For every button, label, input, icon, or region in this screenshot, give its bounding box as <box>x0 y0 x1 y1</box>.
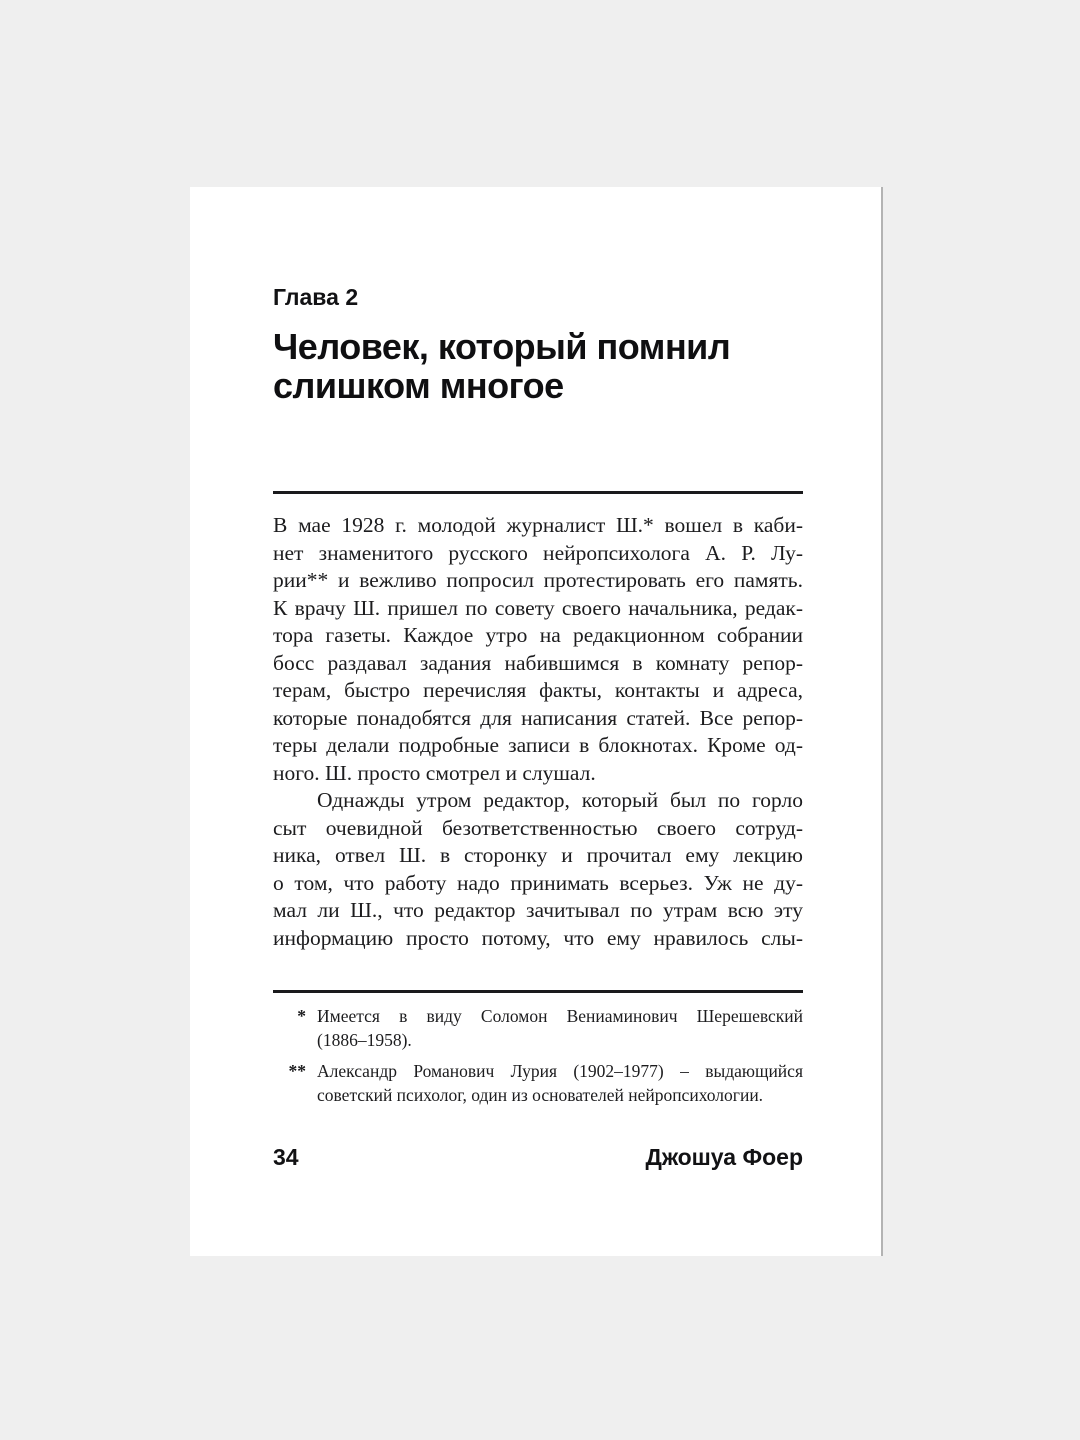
body-line: мал ли Ш., что редактор зачитывал по утрам всю эту <box>273 898 803 922</box>
body-line: тора газеты. Каждое утро на редакционном собрании <box>273 623 803 647</box>
page-number: 34 <box>273 1144 299 1170</box>
body-line: ника, отвел Ш. в сторонку и прочитал ему лекцию <box>273 843 803 867</box>
body-line: о том, что работу надо принимать всерьез. Уж не ду- <box>273 870 803 895</box>
chapter-title-line: Человек, который помнил <box>273 326 731 367</box>
footnote-line: Имеется в виду Соломон Вениаминович Шерешевский <box>317 1006 803 1026</box>
book-page <box>190 187 883 1256</box>
footnote-divider-rule <box>273 990 803 993</box>
footnote <box>273 1005 803 1052</box>
footnotes <box>273 1005 803 1107</box>
footnote-line: советский психолог, один из основателей нейропсихологии. <box>317 1084 764 1105</box>
body-line: теры делали подробные записи в блокнотах. Кроме од- <box>273 733 803 757</box>
chapter-title <box>273 327 803 405</box>
body-text <box>273 512 803 952</box>
footnote-marker: * <box>297 1006 306 1026</box>
body-line: информацию просто потому, что ему нравилось слы- <box>273 925 803 950</box>
body-line: терам, быстро перечисляя факты, контакты и адреса, <box>273 678 803 702</box>
body-line: сыт очевидной безответственностью своего сотруд- <box>273 815 803 840</box>
body-line: рии** и вежливо попросил протестировать его память. <box>273 568 803 592</box>
body-line: Однажды утром редактор, который был по горло <box>317 788 803 812</box>
body-line: нет знаменитого русского нейропсихолога А. Р. Лу- <box>273 540 803 565</box>
chapter-label: Глава 2 <box>273 284 359 310</box>
body-line: К врачу Ш. пришел по совету своего начальника, редак- <box>273 595 803 620</box>
footnote-line: Александр Романович Лурия (1902–1977) – выдающийся <box>317 1061 803 1081</box>
footnote-marker: ** <box>288 1061 306 1081</box>
footnote <box>273 1060 803 1107</box>
running-author: Джошуа Фоер <box>645 1144 803 1170</box>
body-line: В мае 1928 г. молодой журналист Ш.* вошел в каби- <box>273 513 803 537</box>
section-divider-rule <box>273 491 803 494</box>
footnote-line: (1886–1958). <box>317 1029 412 1050</box>
page-footer <box>273 1144 803 1170</box>
body-line: которые понадобятся для написания статей. Все репор- <box>273 705 803 730</box>
body-line: босс раздавал задания набившимся в комнату репор- <box>273 650 803 675</box>
chapter-title-line: слишком многое <box>273 365 564 406</box>
body-line: ного. Ш. просто смотрел и слушал. <box>273 760 596 785</box>
